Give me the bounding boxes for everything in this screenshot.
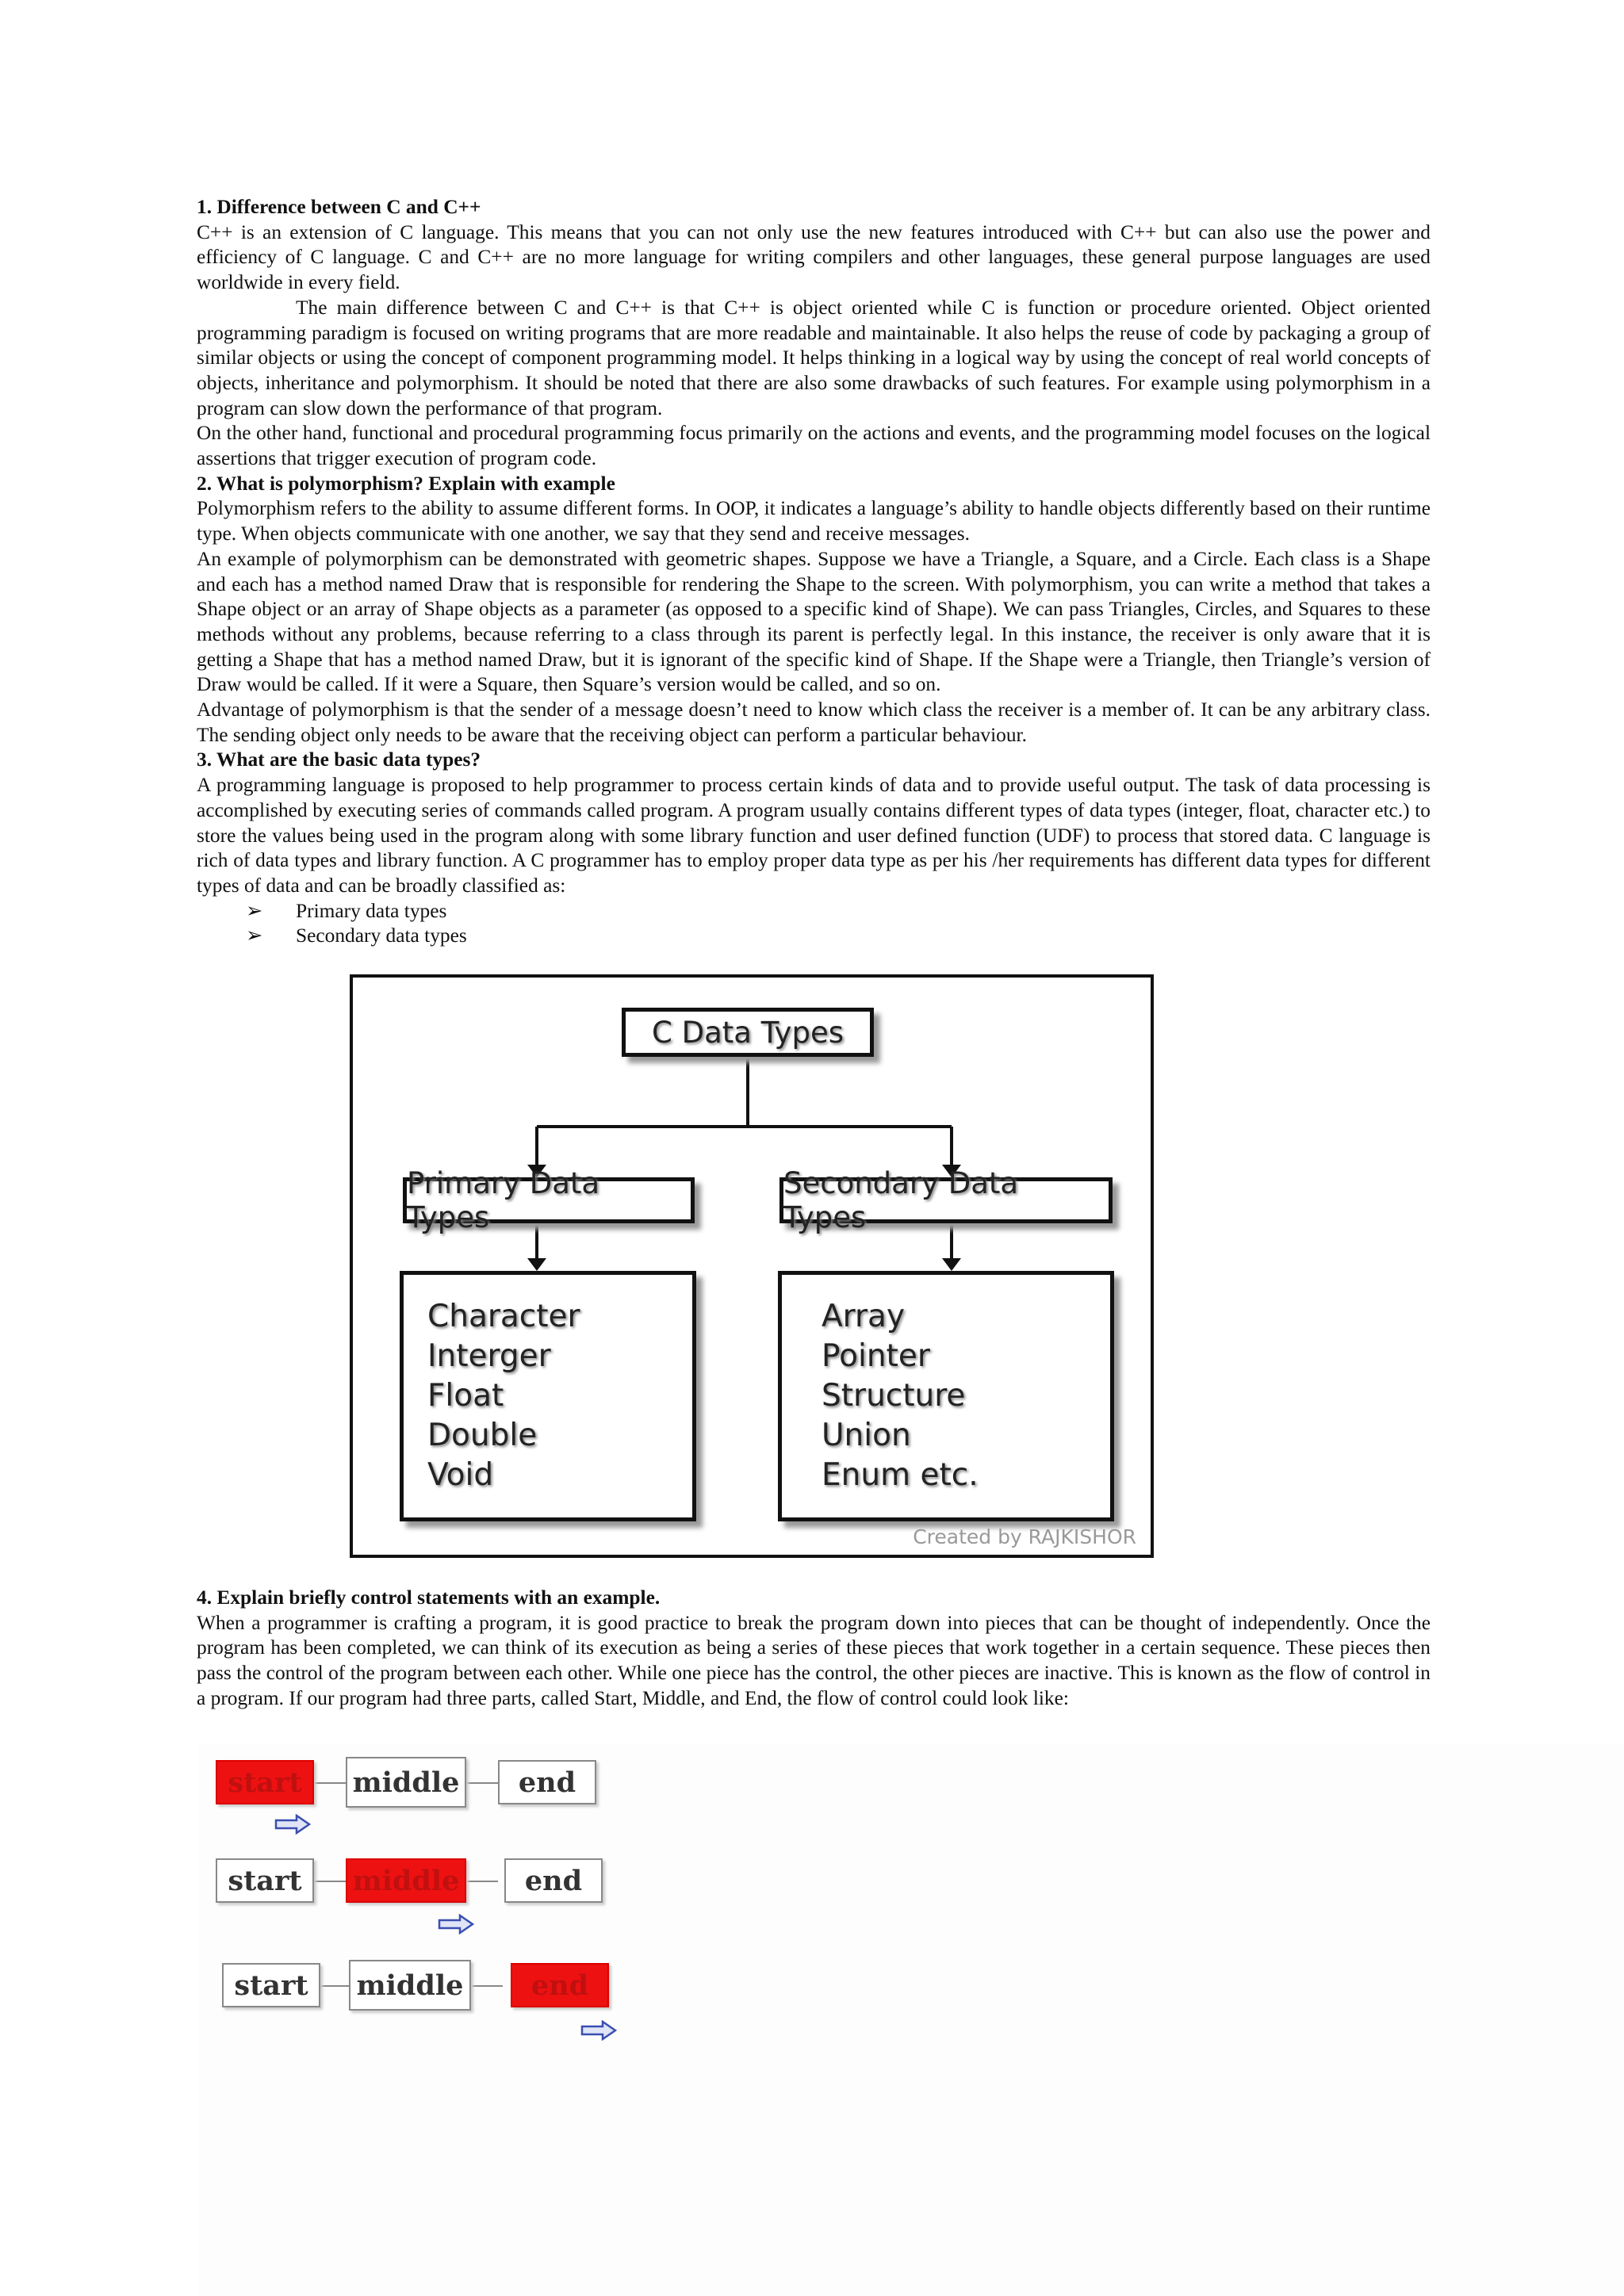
list-item: Pointer bbox=[822, 1338, 930, 1374]
section-2-paragraph-3: Advantage of polymorphism is that the sender of a message doesn’t need to know which class the receiver is a member of. It can be any arbitrary class. The sending object only needs to be aware that the receiving object can perform a particular behaviour. bbox=[197, 698, 1431, 746]
secondary-data-types-node bbox=[779, 1166, 1113, 1234]
secondary-types-list-box bbox=[778, 1271, 1114, 1521]
section-1-paragraph-3: On the other hand, functional and procedural programming focus primarily on the actions and events, and the programming model focuses on the logical assertions that trigger execution of program code. bbox=[197, 422, 1431, 470]
section-1-heading: 1. Difference between C and C++ bbox=[197, 196, 481, 218]
list-item: Void bbox=[427, 1457, 494, 1493]
list-item: Double bbox=[427, 1418, 538, 1453]
connector-line bbox=[314, 1782, 346, 1784]
text-section-4 bbox=[197, 1586, 1431, 1712]
section-2-paragraph-2: An example of polymorphism can be demonstrated with geometric shapes. Suppose we have a Triangle, a Square, and a Circle. Each class is a Shape and each has a method named Draw that is responsible for rendering the Shape to the screen. With polymorphism, you can write a method that takes a Shape object or an array of Shape objects as a parameter (as opposed to a specific kind of Shape). We can pass Triangles, Circles, and Squares to these methods without any problems, because referring to a class through its parent is perfectly legal. In this instance, the receiver is only aware that it is getting a Shape that has a method named Draw, but it is ignorant of the specific kind of Shape. If the Shape were a Triangle, then Triangle’s version of Draw would be called. If it were a Square, then Square’s version would be called, and so on. bbox=[197, 547, 1431, 696]
section-1-paragraph-1: C++ is an extension of C language. This means that you can not only use the new features introduced with C++ but can also use the power and efficiency of C language. C and C++ are no more language for writing compilers and other languages, these general purpose languages are used worldwide in every field. bbox=[197, 220, 1431, 294]
flow-box-middle bbox=[346, 1858, 466, 1903]
flow-box-end bbox=[504, 1858, 603, 1903]
list-item: Structure bbox=[822, 1378, 966, 1414]
flow-box-middle bbox=[349, 1960, 471, 2011]
flow-box-label: start bbox=[228, 1864, 302, 1897]
flow-box-label: end bbox=[530, 1969, 589, 2002]
section-4-heading: 4. Explain briefly control statements with an example. bbox=[197, 1586, 661, 1609]
flow-box-end bbox=[511, 1963, 609, 2007]
flow-box-label: end bbox=[524, 1864, 583, 1897]
bullet-text: Secondary data types bbox=[296, 924, 467, 947]
section-2-heading: 2. What is polymorphism? Explain with example bbox=[197, 472, 615, 495]
arrowhead-bullet-icon: ➢ bbox=[246, 924, 263, 947]
flow-box-end bbox=[498, 1760, 596, 1804]
blue-right-arrow-icon bbox=[438, 1914, 474, 1934]
primary-types-list-box bbox=[400, 1271, 696, 1521]
flow-box-start bbox=[222, 1963, 320, 2007]
connector-line bbox=[314, 1881, 346, 1882]
flow-box-label: start bbox=[234, 1969, 308, 2002]
list-item: Float bbox=[427, 1378, 504, 1414]
connector-line bbox=[471, 1985, 503, 1987]
connector-line bbox=[320, 1985, 349, 1987]
secondary-node-label: Secondary Data Types bbox=[783, 1166, 1019, 1234]
flow-box-label: middle bbox=[352, 1766, 460, 1799]
arrowhead-bullet-icon: ➢ bbox=[246, 899, 263, 922]
c-data-types-diagram bbox=[350, 974, 1154, 1558]
section-3-paragraph-1: A programming language is proposed to help programmer to process certain kinds of data and to provide useful output. The task of data processing is accomplished by executing series of commands called program. A program usually contains different types of data types (integer, float, character etc.) to store the values being used in the program along with some library function and user defined function (UDF) to process that stored data. C language is rich of data types and library function. A C programmer has to employ proper data type as per his /her requirements has different data types for different types of data and can be broadly classified as: bbox=[197, 774, 1431, 897]
flow-box-middle bbox=[346, 1757, 466, 1808]
section-4-paragraph-1: When a programmer is crafting a program, it is good practice to break the program down into pieces that can be thought of independently. Once the program has been completed, we can think of its execution as being a series of these pieces that work together in a certain sequence. These pieces then pass the control of the program between each other. While one piece has the control, the other pieces are inactive. This is known as the flow of control in a program. If our program had three parts, called Start, Middle, and End, the flow of control could look like: bbox=[197, 1611, 1431, 1709]
blue-right-arrow-icon bbox=[274, 1814, 311, 1835]
flow-box-label: middle bbox=[356, 1969, 464, 2002]
list-item bbox=[246, 924, 1431, 949]
list-item: Character bbox=[427, 1299, 580, 1334]
flow-of-control-diagram bbox=[213, 1760, 625, 2061]
list-item: Interger bbox=[427, 1338, 551, 1374]
flow-box-label: start bbox=[228, 1766, 302, 1799]
diagram-credit: Created by RAJKISHOR bbox=[913, 1525, 1136, 1548]
primary-node-label: Primary Data Types bbox=[407, 1166, 600, 1234]
section-2-paragraph-1: Polymorphism refers to the ability to assume different forms. In OOP, it indicates a language’s ability to handle objects differently based on their runtime type. When objects communicate with one another, we say that they send and receive messages. bbox=[197, 497, 1431, 545]
section-1-paragraph-2: The main difference between C and C++ is that C++ is object oriented while C is function or procedure oriented. Object oriented programming paradigm is focused on writing programs that are more readable and maintainable. It also helps the reuse of code by packaging a group of similar objects or using the concept of component programming model. It helps thinking in a logical way by using the concept of real world concepts of objects, inheritance and polymorphism. It should be noted that there are also some drawbacks of such features. For example using polymorphism in a program can slow down the performance of that program. bbox=[197, 296, 1431, 419]
text-sections-1-3 bbox=[197, 195, 1431, 949]
section-3-heading: 3. What are the basic data types? bbox=[197, 748, 481, 771]
list-item: Union bbox=[822, 1418, 911, 1453]
root-node-label: C Data Types bbox=[652, 1015, 844, 1050]
flow-box-start bbox=[216, 1858, 314, 1903]
bullet-text: Primary data types bbox=[296, 899, 447, 922]
flow-box-label: end bbox=[518, 1766, 576, 1799]
blue-right-arrow-icon bbox=[580, 2020, 617, 2041]
list-item: Array bbox=[822, 1299, 906, 1334]
flow-box-start bbox=[216, 1760, 314, 1804]
flow-box-label: middle bbox=[352, 1864, 460, 1897]
data-type-bullet-list bbox=[197, 899, 1431, 949]
list-item bbox=[246, 899, 1431, 924]
root-node-c-data-types bbox=[622, 1008, 874, 1057]
connector-line bbox=[466, 1881, 498, 1882]
connector-line bbox=[466, 1782, 498, 1784]
list-item: Enum etc. bbox=[822, 1457, 979, 1493]
primary-data-types-node bbox=[403, 1166, 695, 1234]
